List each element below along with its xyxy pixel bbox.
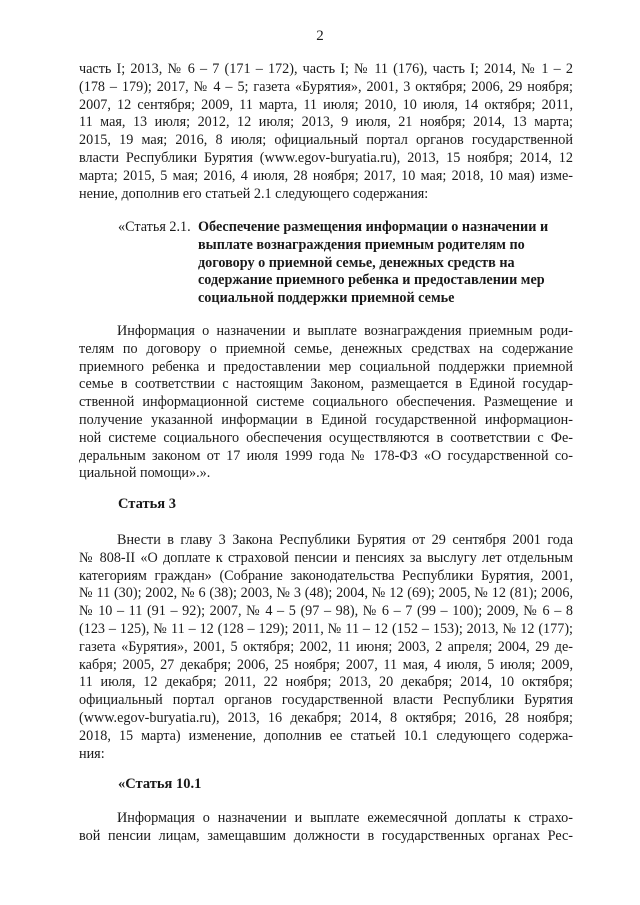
text-line: официальный портал органов государственной власти Республики Бурятия bbox=[79, 692, 573, 709]
text-line: Информация о назначении и выплате ежемесячной доплаты к страхо- bbox=[117, 810, 573, 826]
text-line: циальной помощи».». bbox=[79, 465, 211, 482]
text-line: вой пенсии лицам, замещавшим должности в государственных органах Рес- bbox=[79, 827, 573, 844]
text-line: власти Республики Бурятия (www.egov-buryatia.ru), 2013, 15 ноября; 2014, 12 bbox=[79, 149, 573, 166]
text-line: Внести в главу 3 Закона Республики Бурятия от 29 сентября 2001 года bbox=[117, 532, 573, 548]
text-line: телям по договору о приемной семье, денежных средствах на содержание bbox=[79, 340, 573, 357]
text-line: марта; 2015, 5 мая; 2016, 4 июля, 28 ноября; 2017, 10 мая; 2018, 10 мая) изме- bbox=[79, 167, 573, 184]
text-line: 2015, 19 мая; 2016, 8 июля; официальный портал органов государственной bbox=[79, 132, 573, 149]
text-line: категориям граждан» (Собрание законодательства Республики Бурятия, 2001, bbox=[79, 567, 573, 584]
text-line: № 10 – 11 (91 – 92); 2007, № 4 – 5 (97 – 98), № 6 – 7 (99 – 100); 2009, № 6 – 8 bbox=[79, 603, 573, 620]
title-line: Обеспечение размещения информации о назначении и bbox=[198, 219, 549, 235]
text-line: № 11 (30); 2002, № 6 (38); 2003, № 3 (48); 2004, № 12 (69); 2005, № 12 (81); 2006, bbox=[79, 585, 573, 602]
article-2-1-label: «Статья 2.1. bbox=[118, 219, 191, 235]
article-10-1-body bbox=[79, 810, 573, 846]
text-line: Информация о назначении и выплате вознаграждения приемным роди- bbox=[117, 323, 573, 339]
text-line: приемного ребенка и предоставлении мер социальной поддержки приемной bbox=[79, 358, 573, 375]
article-2-1-body bbox=[79, 323, 573, 483]
text-line: № 808-II «О доплате к страховой пенсии и пенсиях за выслугу лет отдельным bbox=[79, 549, 573, 566]
text-line: (178 – 179); 2017, № 4 – 5; газета «Бурятия», 2001, 3 октября; 2006, 29 ноября; bbox=[79, 78, 573, 95]
page-number: 2 bbox=[316, 28, 324, 44]
article-3-title: Статья 3 bbox=[118, 496, 176, 512]
text-line: 11 мая, 13 июля; 2012, 12 июля; 2013, 9 июля, 21 ноября; 2014, 13 марта; bbox=[79, 114, 573, 131]
article-10-1-title: «Статья 10.1 bbox=[118, 776, 202, 792]
title-line: выплате вознаграждения приемным родителям по bbox=[198, 236, 525, 253]
text-line: кабря; 2005, 27 декабря; 2006, 25 ноября; 2007, 11 мая, 4 июля, 5 июля; 2009, bbox=[79, 656, 573, 673]
text-line: 11 июля, 12 декабря; 2011, 22 ноября; 2013, 20 декабря; 2014, 10 октября; bbox=[79, 674, 573, 691]
text-line: ственной информационной системе социального обеспечения. Размещение и bbox=[79, 394, 573, 411]
title-line: договору о приемной семье, денежных средств на bbox=[198, 254, 515, 271]
text-line: ния: bbox=[79, 745, 105, 762]
text-line: газета «Бурятия», 2001, 5 октября; 2002, 11 июня; 2003, 2 апреля; 2004, 29 де- bbox=[79, 638, 573, 655]
title-line: социальной поддержки приемной семье bbox=[198, 290, 455, 307]
text-line: получение указанной информации в Единой государственной информацион- bbox=[79, 411, 573, 428]
text-line: часть I; 2013, № 6 – 7 (171 – 172), часть I; № 11 (176), часть I; 2014, № 1 – 2 bbox=[79, 61, 573, 77]
intro-paragraph bbox=[79, 61, 573, 203]
text-line: нение, дополнив его статьей 2.1 следующего содержания: bbox=[79, 185, 429, 202]
article-2-1-title bbox=[198, 219, 578, 308]
text-line: (www.egov-buryatia.ru), 2013, 16 декабря; 2014, 8 октября; 2016, 28 ноября; bbox=[79, 709, 573, 726]
title-line: содержание приемного ребенка и предоставлении мер bbox=[198, 272, 545, 289]
article-3-body bbox=[79, 532, 573, 763]
text-line: 2018, 15 марта) изменение, дополнив ее статьей 10.1 следующего содержа- bbox=[79, 727, 573, 744]
text-line: деральным законом от 17 июля 1999 года № 178-ФЗ «О государственной со- bbox=[79, 447, 573, 464]
text-line: (123 – 125), № 11 – 12 (128 – 129); 2011, № 11 – 12 (152 – 153); 2013, № 12 (177); bbox=[79, 620, 573, 637]
text-line: семье в соответствии с настоящим Законом, размещается в Единой государ- bbox=[79, 376, 573, 393]
text-line: ной системе социального обеспечения осуществляются в соответствии с Фе- bbox=[79, 429, 573, 446]
text-line: 2007, 12 сентября; 2009, 11 марта, 11 июля; 2010, 10 июля, 14 октября; 2011, bbox=[79, 96, 573, 113]
